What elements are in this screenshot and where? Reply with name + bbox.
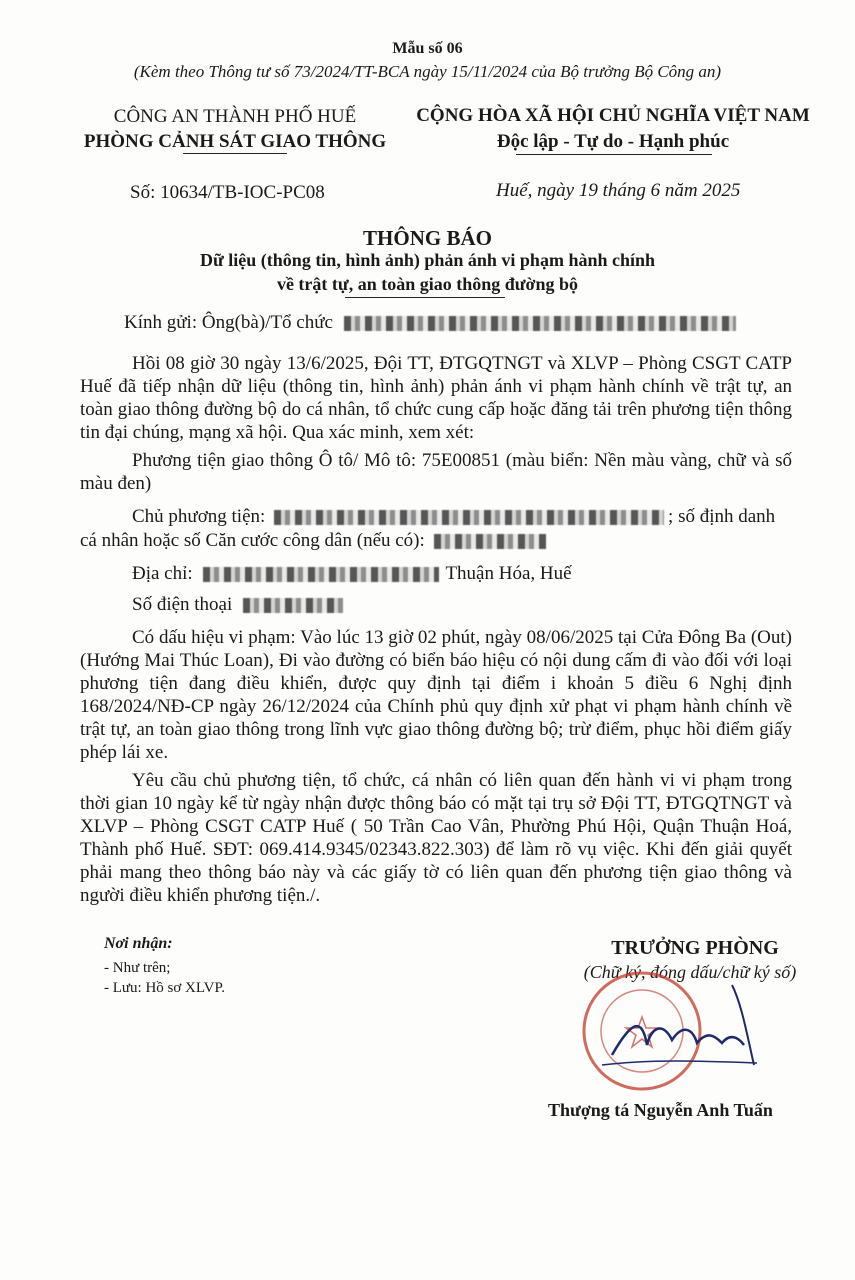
owner-label: Chủ phương tiện:	[132, 506, 266, 527]
nation-name: CỘNG HÒA XÃ HỘI CHỦ NGHĨA VIỆT NAM	[416, 105, 810, 126]
form-reference: (Kèm theo Thông tư số 73/2024/TT-BCA ngày 15/11/2024 của Bộ trưởng Bộ Công an)	[133, 62, 722, 81]
recipient-item: - Lưu: Hồ sơ XLVP.	[104, 980, 225, 996]
vehicle-paragraph	[80, 449, 792, 495]
address-suffix: Thuận Hóa, Huế	[445, 563, 572, 584]
request-text: Yêu cầu chủ phương tiện, tổ chức, cá nhân có liên quan đến hành vi vi phạm trong thời gian 10 ngày kể từ ngày nhận được thông báo có mặt tại trụ sở Đội TT, ĐTGQTNGT và XLVP – Phòng CSGT CATP Huế ( 50 Trần Cao Vân, Phường Phú Hội, Quận Thuận Hoá, Thành phố Huế. SĐT: 069.414.9345/02343.822.303) để làm rõ vụ việc. Khi đến giải quyết phải mang theo thông báo này và các giấy tờ có liên quan đến phương tiện giao thông và người điều khiển phương tiện./.	[80, 770, 792, 906]
redacted-address	[203, 567, 439, 582]
address-label: Địa chỉ:	[132, 563, 193, 584]
official-stamp-and-signature-icon	[572, 965, 762, 1100]
document-number: Số: 10634/TB-IOC-PC08	[130, 182, 325, 203]
addressee-label: Kính gửi: Ông(bà)/Tổ chức	[124, 312, 333, 333]
title-underline	[345, 297, 505, 298]
signature-note: (Chữ ký, đóng dấu/chữ ký số)	[583, 962, 797, 982]
agency-underline	[183, 153, 287, 154]
agency-parent: CÔNG AN THÀNH PHỐ HUẾ	[113, 106, 357, 127]
owner-line	[132, 506, 775, 528]
address-line	[132, 563, 572, 585]
document-title: THÔNG BÁO	[363, 226, 492, 250]
recipient-item: - Như trên;	[104, 960, 171, 976]
request-paragraph	[80, 769, 792, 907]
redacted-phone	[243, 598, 343, 613]
redacted-addressee	[344, 316, 736, 331]
redacted-owner	[274, 510, 664, 525]
signer-name: Thượng tá Nguyễn Anh Tuấn	[548, 1100, 773, 1120]
vehicle-text: Phương tiện giao thông Ô tô/ Mô tô: 75E00851 (màu biển: Nền màu vàng, chữ và số màu đen)	[80, 450, 792, 494]
motto-underline	[516, 154, 712, 155]
addressee-line	[124, 312, 736, 334]
id-label: cá nhân hoặc số Căn cước công dân (nếu có):	[80, 530, 425, 551]
intro-text: Hồi 08 giờ 30 ngày 13/6/2025, Đội TT, ĐTGQTNGT và XLVP – Phòng CSGT CATP Huế đã tiếp nhận dữ liệu (thông tin, hình ảnh) phản ánh vi phạm hành chính về trật tự, an toàn giao thông đường bộ do cá nhân, tổ chức cung cấp hoặc đăng tải trên phương tiện thông tin đại chúng, mạng xã hội. Qua xác minh, xem xét:	[80, 353, 792, 443]
recipients-title: Nơi nhận:	[104, 935, 173, 952]
redacted-id	[434, 534, 546, 549]
form-number: Mẫu số 06	[392, 40, 463, 57]
violation-paragraph	[80, 626, 792, 764]
signature-title: TRƯỞNG PHÒNG	[611, 937, 779, 959]
place-date: Huế, ngày 19 tháng 6 năm 2025	[496, 180, 741, 201]
document-subtitle-line2: về trật tự, an toàn giao thông đường bộ	[276, 274, 579, 294]
nation-motto: Độc lập - Tự do - Hạnh phúc	[496, 131, 730, 152]
agency-name: PHÒNG CẢNH SÁT GIAO THÔNG	[83, 131, 387, 152]
phone-line	[132, 594, 343, 616]
phone-label: Số điện thoại	[132, 594, 233, 615]
id-line	[80, 530, 546, 552]
document-subtitle-line1: Dữ liệu (thông tin, hình ảnh) phản ánh vi phạm hành chính	[200, 250, 655, 270]
intro-paragraph	[80, 352, 792, 444]
violation-text: Có dấu hiệu vi phạm: Vào lúc 13 giờ 02 phút, ngày 08/06/2025 tại Cửa Đông Ba (Out) (Hướng Mai Thúc Loan), Đi vào đường có biển báo hiệu có nội dung cấm đi vào đối với loại phương tiện đang điều khiển, được quy định tại điểm i khoản 5 điều 6 Nghị định 168/2024/NĐ-CP ngày 26/12/2024 của Chính phủ quy định xử phạt vi phạm hành chính về trật tự, an toàn giao thông trong lĩnh vực giao thông đường bộ; trừ điểm, phục hồi điểm giấy phép lái xe.	[80, 627, 792, 763]
owner-suffix: ; số định danh	[668, 506, 776, 527]
